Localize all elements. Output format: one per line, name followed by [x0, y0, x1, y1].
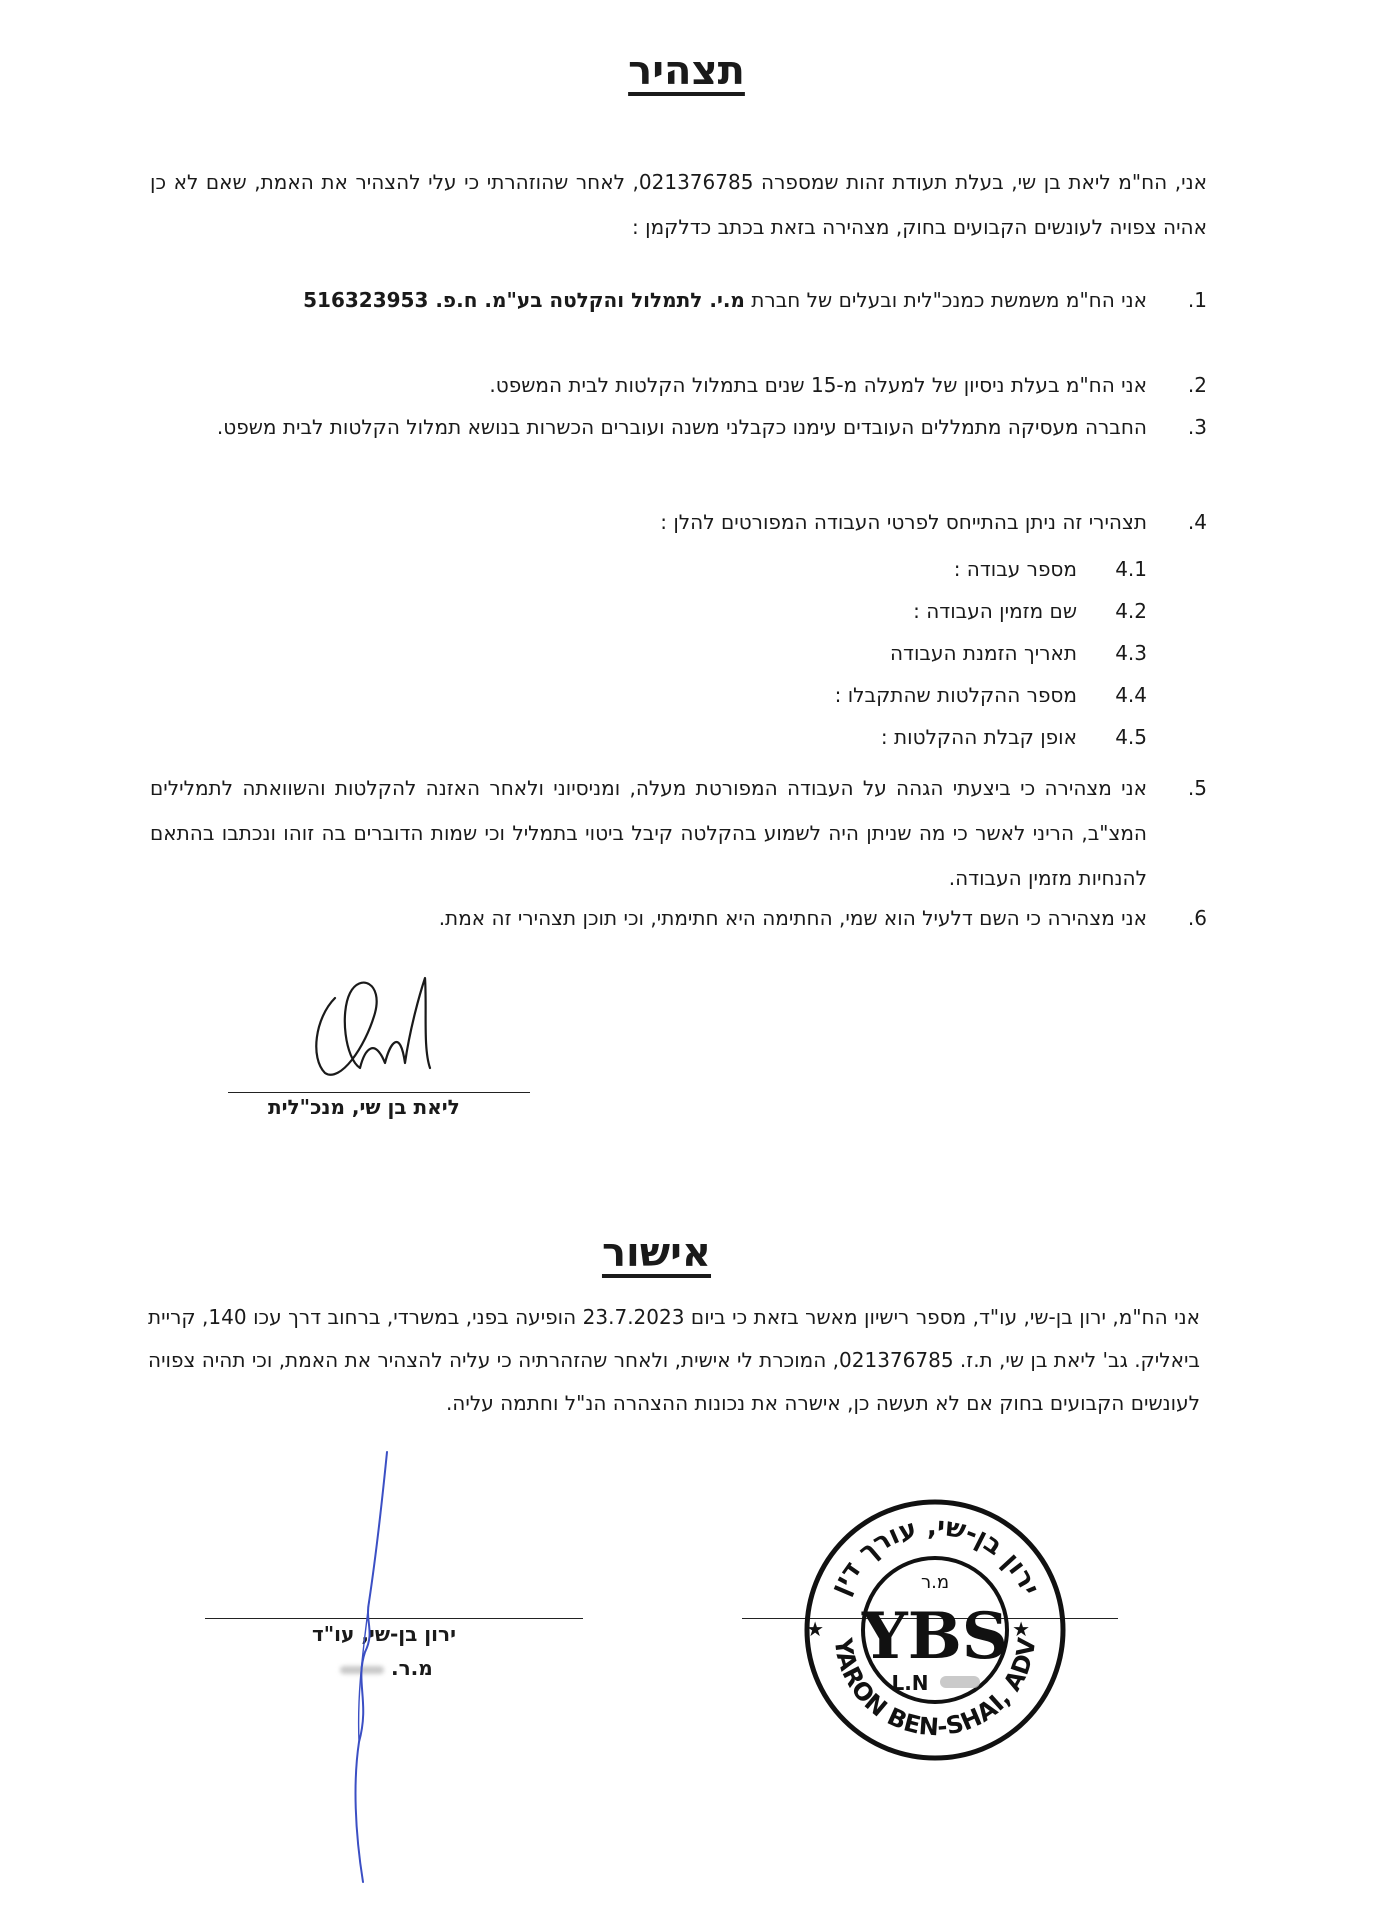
declarant-name: ליאת בן שי, מנכ"לית	[268, 1095, 460, 1119]
license-label: מ.ר.	[390, 1656, 433, 1680]
subitem-number: 4.2	[1115, 599, 1147, 623]
subitem-number: 4.1	[1115, 557, 1147, 581]
lawyer-name: ירון בן-שי, עו"ד	[312, 1622, 456, 1646]
lawyer-signature	[345, 1452, 395, 1892]
svg-text:★: ★	[806, 1617, 824, 1641]
subitem-4-1	[400, 548, 1147, 590]
declaration-item-6	[150, 896, 1207, 941]
declaration-intro: אני, הח"מ ליאת בן שי, בעלת תעודת זהות שמספרה 021376785, לאחר שהוזהרתי כי עלי להצהיר את האמת, שאם לא כן אהיה צפויה לעונשים הקבועים בחוק, מצהירה בזאת בכתב כדלקמן :	[150, 170, 1208, 239]
stamp-license-prefix: מ.ר	[920, 1572, 950, 1593]
subitem-text: שם מזמין העבודה :	[913, 599, 1077, 623]
declaration-title: תצהיר	[628, 48, 745, 94]
lawyer-stamp	[800, 1490, 1070, 1760]
item-text: אני הח"מ בעלת ניסיון של למעלה מ-15 שנים בתמלול הקלטות לבית המשפט.	[489, 373, 1147, 397]
declaration-item-1	[150, 278, 1207, 323]
item-text: החברה מעסיקה מתמללים העובדים עימנו כקבלני משנה ועוברים הכשרות בנושא תמלול הקלטות לבית משפט.	[216, 415, 1147, 439]
subitem-number: 4.5	[1115, 725, 1147, 749]
subitem-text: תאריך הזמנת העבודה	[889, 641, 1077, 665]
item-number: 4.	[1187, 510, 1207, 534]
subitem-text: אופן קבלת ההקלטות :	[880, 725, 1077, 749]
stamp-bottom-text: YARON BEN-SHAI, ADV	[828, 1636, 1042, 1742]
item-number: 6.	[1187, 906, 1207, 930]
item-text: אני הח"מ משמשת כמנכ"לית ובעלים של חברת	[744, 288, 1147, 312]
declarant-signature-line	[228, 1092, 530, 1093]
stamp-license-prefix-en: L.N	[891, 1671, 929, 1695]
item-number: 1.	[1187, 288, 1207, 312]
item-text: אני מצהירה כי ביצעתי הגהה על העבודה המפורטת מעלה, ומניסיוני ולאחר האזנה להקלטות והשוואתה לתמלילים המצ"ב, הריני לאשר כי מה שניתן היה לשמוע בהקלטה קיבל ביטוי בתמליל וכי שמות הדוברים בה זוהו ונכתבו בהתאם להנחיות מזמין העבודה.	[150, 776, 1147, 890]
approval-title: אישור	[601, 1230, 712, 1276]
company-name: מ.י. לתמלול והקלטה בע"מ. ח.פ. 516323953	[303, 288, 745, 312]
subitem-text: מספר ההקלטות שהתקבלו :	[834, 683, 1077, 707]
item-text: אני מצהירה כי השם דלעיל הוא שמי, החתימה היא חתימתי, וכי תוכן תצהירי זה אמת.	[438, 906, 1147, 930]
stamp-top-text: ירון בן-שי, עורך דין	[824, 1511, 1046, 1600]
declaration-item-5	[150, 766, 1207, 901]
subitem-4-5	[400, 716, 1147, 758]
approval-text: אני הח"מ, ירון בן-שי, עו"ד, מספר רישיון מאשר בזאת כי ביום 23.7.2023 הופיעה בפני, במשרדי, ברחוב דרך עכו 140, קריית ביאליק. גב' ליאת בן שי, ת.ז. 021376785, המוכרת לי אישית, ולאחר שהזהרתיה כי עליה להצהיר את האמת, וכי תהיה צפויה לעונשים הקבועים בחוק אם לא תעשה כן, אישרה את נכונות ההצהרה הנ"ל וחתמה עליה.	[148, 1305, 1200, 1415]
stamp-monogram: YBS	[862, 1599, 1008, 1674]
item-text: תצהירי זה ניתן בהתייחס לפרטי העבודה המפורטים להלן :	[660, 510, 1147, 534]
item-number: 2.	[1187, 373, 1207, 397]
subitem-text: מספר עבודה :	[953, 557, 1077, 581]
subitem-number: 4.4	[1115, 683, 1147, 707]
svg-text:★: ★	[1012, 1617, 1030, 1641]
declarant-signature	[305, 968, 455, 1088]
declaration-item-4	[150, 500, 1207, 545]
item-number: 5.	[1187, 776, 1207, 800]
declaration-item-2	[150, 363, 1207, 408]
item-number: 3.	[1187, 415, 1207, 439]
subitem-4-2	[400, 590, 1147, 632]
subitem-number: 4.3	[1115, 641, 1147, 665]
declaration-item-3	[150, 405, 1207, 450]
subitem-4-3	[400, 632, 1147, 674]
stamp-redacted-number	[940, 1676, 980, 1688]
subitem-4-4	[400, 674, 1147, 716]
